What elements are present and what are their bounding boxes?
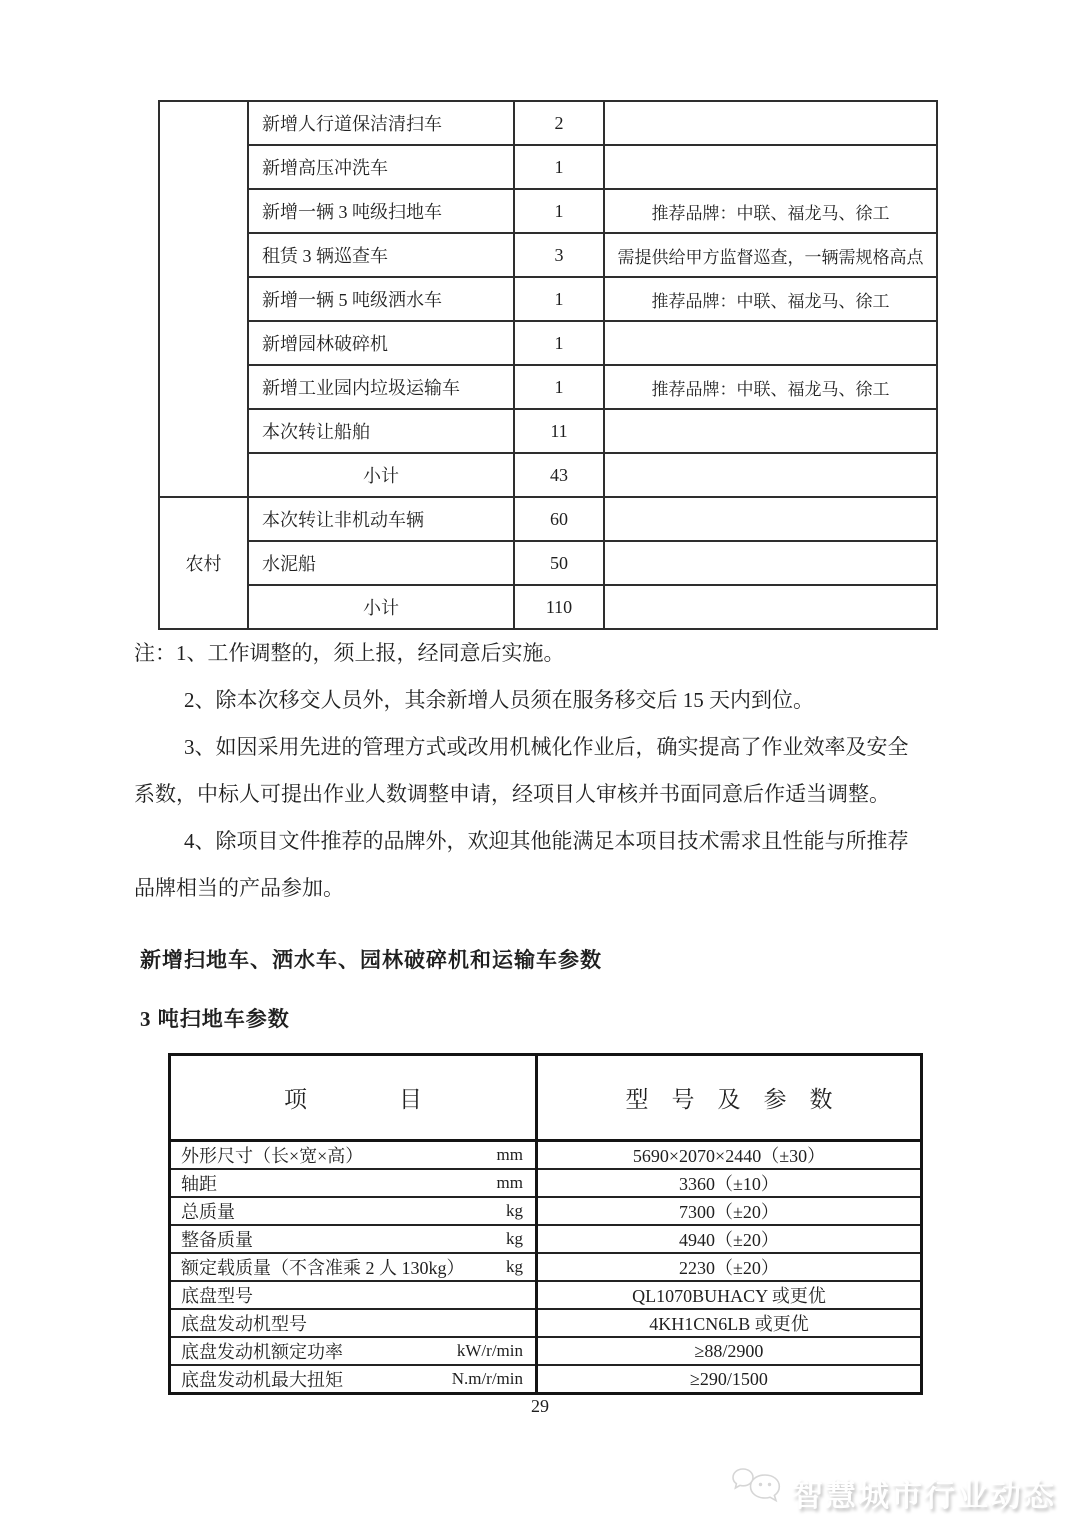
remark-cell [604, 409, 937, 453]
param-value-cell: 5690×2070×2440（±30） [537, 1141, 922, 1170]
param-value-cell: 2230（±20） [537, 1253, 922, 1281]
qty-cell: 1 [514, 321, 604, 365]
item-cell: 新增一辆 3 吨级扫地车 [248, 189, 514, 233]
param-name-cell [170, 1253, 537, 1281]
table-row [170, 1169, 922, 1197]
subtotal-qty-cell: 110 [514, 585, 604, 629]
qty-cell: 50 [514, 541, 604, 585]
param-unit: kg [506, 1201, 523, 1220]
param-name: 额定载质量（不含准乘 2 人 130kg） [181, 1258, 465, 1278]
param-unit: N.m/r/min [451, 1369, 523, 1388]
remark-cell: 推荐品牌：中联、福龙马、徐工 [604, 189, 937, 233]
item-cell: 租赁 3 辆巡查车 [248, 233, 514, 277]
note-line: 注：1、工作调整的，须上报，经同意后实施。 [134, 641, 565, 665]
page-number: 29 [531, 1396, 549, 1416]
qty-cell: 2 [514, 101, 604, 145]
param-unit: kg [506, 1229, 523, 1248]
qty-cell: 60 [514, 497, 604, 541]
item-cell: 新增高压冲洗车 [248, 145, 514, 189]
param-name-cell [170, 1197, 537, 1225]
table-row [159, 365, 937, 409]
table-row [170, 1197, 922, 1225]
brand-name: 智慧城市行业动态 [792, 1477, 1056, 1513]
note-line: 3、如因采用先进的管理方式或改用机械化作业后，确实提高了作业效率及安全 [184, 735, 909, 759]
section-heading: 新增扫地车、洒水车、园林破碎机和运输车参数 [140, 948, 602, 972]
table-row [159, 497, 937, 541]
table-row [159, 277, 937, 321]
item-cell: 新增一辆 5 吨级洒水车 [248, 277, 514, 321]
param-value-cell: 4940（±20） [537, 1225, 922, 1253]
param-name: 底盘发动机最大扭矩 [181, 1370, 343, 1390]
group-cell-blank [159, 101, 248, 497]
table-row [159, 409, 937, 453]
table-header-row [170, 1055, 922, 1141]
param-name: 总质量 [181, 1202, 235, 1222]
subtotal-label-cell: 小计 [248, 585, 514, 629]
table-row [159, 585, 937, 629]
note-line: 系数，中标人可提出作业人数调整申请，经项目人审核并书面同意后作适当调整。 [134, 782, 890, 806]
param-value-cell: ≥88/2900 [537, 1337, 922, 1365]
item-cell: 新增园林破碎机 [248, 321, 514, 365]
subtotal-label-cell: 小计 [248, 453, 514, 497]
table-row [159, 453, 937, 497]
param-name-cell [170, 1141, 537, 1170]
param-name: 外形尺寸（长×宽×高） [181, 1146, 364, 1166]
remark-cell [604, 497, 937, 541]
param-name-cell [170, 1365, 537, 1394]
table-row [170, 1141, 922, 1170]
table-row [170, 1253, 922, 1281]
param-name-cell [170, 1225, 537, 1253]
param-name: 底盘型号 [181, 1286, 253, 1306]
param-name: 轴距 [181, 1174, 217, 1194]
brand-watermark [730, 1466, 1056, 1518]
param-value-cell: 3360（±10） [537, 1169, 922, 1197]
table-row [170, 1309, 922, 1337]
param-name-cell [170, 1337, 537, 1365]
remark-cell: 需提供给甲方监督巡查，一辆需规格高点 [604, 233, 937, 277]
subtotal-qty-cell: 43 [514, 453, 604, 497]
param-unit: mm [496, 1145, 523, 1164]
subsection-heading: 3 吨扫地车参数 [140, 1007, 290, 1031]
param-name: 底盘发动机额定功率 [181, 1342, 343, 1362]
param-value-cell: 4KH1CN6LB 或更优 [537, 1309, 922, 1337]
header-item-cell: 项 目 [170, 1055, 537, 1141]
qty-cell: 1 [514, 189, 604, 233]
qty-cell: 1 [514, 277, 604, 321]
notes-block [134, 630, 950, 912]
remark-cell: 推荐品牌：中联、福龙马、徐工 [604, 365, 937, 409]
param-name-cell [170, 1169, 537, 1197]
remark-cell [604, 585, 937, 629]
note-line: 2、除本次移交人员外，其余新增人员须在服务移交后 15 天内到位。 [184, 688, 814, 712]
chat-bubbles-icon [730, 1465, 788, 1520]
table-row [170, 1365, 922, 1394]
qty-cell: 11 [514, 409, 604, 453]
param-unit: kg [506, 1257, 523, 1276]
item-cell: 新增人行道保洁清扫车 [248, 101, 514, 145]
table-row [159, 233, 937, 277]
table-row [159, 101, 937, 145]
remark-cell [604, 101, 937, 145]
qty-cell: 1 [514, 365, 604, 409]
table-row [170, 1281, 922, 1309]
param-value-cell: ≥290/1500 [537, 1365, 922, 1394]
table-row [159, 541, 937, 585]
remark-cell: 推荐品牌：中联、福龙马、徐工 [604, 277, 937, 321]
param-unit: kW/r/min [456, 1341, 523, 1360]
qty-cell: 1 [514, 145, 604, 189]
qty-cell: 3 [514, 233, 604, 277]
remark-cell [604, 321, 937, 365]
vehicle-handover-table [158, 100, 938, 630]
param-name: 整备质量 [181, 1230, 253, 1250]
item-cell: 本次转让非机动车辆 [248, 497, 514, 541]
param-value-cell: QL1070BUHACY 或更优 [537, 1281, 922, 1309]
table-row [159, 145, 937, 189]
param-name-cell [170, 1281, 537, 1309]
param-unit: mm [496, 1173, 523, 1192]
item-cell: 新增工业园内垃圾运输车 [248, 365, 514, 409]
item-cell: 本次转让船舶 [248, 409, 514, 453]
sweeper-parameter-table [168, 1053, 923, 1395]
table-row [170, 1225, 922, 1253]
table-row [159, 189, 937, 233]
note-line: 4、除项目文件推荐的品牌外，欢迎其他能满足本项目技术需求且性能与所推荐 [184, 829, 909, 853]
remark-cell [604, 541, 937, 585]
note-line: 品牌相当的产品参加。 [134, 876, 344, 900]
item-cell: 水泥船 [248, 541, 514, 585]
remark-cell [604, 145, 937, 189]
table-row [159, 321, 937, 365]
param-name-cell [170, 1309, 537, 1337]
header-param-cell: 型 号 及 参 数 [537, 1055, 922, 1141]
param-value-cell: 7300（±20） [537, 1197, 922, 1225]
table-row [170, 1337, 922, 1365]
remark-cell [604, 453, 937, 497]
param-name: 底盘发动机型号 [181, 1314, 307, 1334]
group-cell-rural: 农村 [159, 497, 248, 629]
